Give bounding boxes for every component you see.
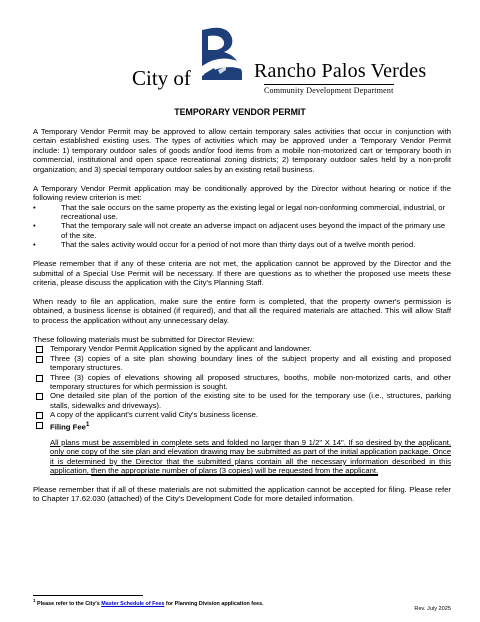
- checklist-item: One detailed site plan of the portion of the existing site to be used for the temporary use (i.e., structures, parking stalls, sidewalks and driveways).: [33, 391, 451, 410]
- city-name-text: Rancho Palos Verdes: [254, 60, 427, 82]
- department-name: Community Development Department: [264, 86, 394, 95]
- plans-note: All plans must be assembled in complete sets and folded no larger than 9 1/2" X 14". If so desired by the applicant, only one copy of the site plan and elevation drawing may be submitted as part of the initial application package. Once it is determined by the Director that the submitted plans contain all the necessary information described in this application, then the appropriate number of plans (3 copies) will be requested from the applicant.: [50, 437, 451, 476]
- criteria-item: • That the sale occurs on the same property as the existing legal or legal non-conforming commercial, industrial, or recreational use.: [33, 202, 446, 222]
- criteria-intro: A Temporary Vendor Permit application may be conditionally approved by the Director without hearing or notice if the following review criterion is met:: [33, 183, 451, 203]
- master-fee-schedule-link[interactable]: Master Schedule of Fees: [101, 600, 165, 607]
- criteria-list: [33, 203, 451, 250]
- footnote-divider: [33, 595, 143, 596]
- materials-checklist: [33, 344, 451, 432]
- checklist-item: Three (3) copies of elevations showing all proposed structures, booths, mobile non-motorized carts, and other temporary structures for which permission is sought.: [33, 373, 451, 392]
- footnote: $^1$ Please refer to the City's Master Schedule of Fees for Planning Division application fees.: [33, 598, 264, 607]
- checklist-item: Temporary Vendor Permit Application signed by the applicant and landowner.: [33, 344, 451, 353]
- checklist-item: Three (3) copies of a site plan showing boundary lines of the subject property and all existing and proposed temporary structures.: [33, 354, 451, 373]
- intro-paragraph: A Temporary Vendor Permit may be approved to allow certain temporary sales activities that occur in conjunction with certain established existing uses. The types of activities which may be approved under a Temporary Vendor Permit include: 1) temporary outdoor sales of goods and/or food items from a mobile non-motorized cart or temporary booth in commercial, institutional and open space recreational zoning districts; 2) temporary outdoor sales held by a non-profit organization; and 3) special temporary outdoor sales by an existing retail business.: [33, 127, 451, 174]
- materials-intro: These following materials must be submitted for Director Review:: [33, 334, 255, 344]
- checkbox-icon: [36, 346, 43, 353]
- checkbox-icon: [36, 393, 43, 400]
- checkbox-icon: [36, 375, 43, 382]
- checklist-item: A copy of the applicant's current valid City's business license.: [33, 410, 451, 419]
- city-logo-header: [126, 24, 446, 110]
- page-title: TEMPORARY VENDOR PERMIT: [174, 107, 306, 117]
- criteria-item: • That the temporary sale will not create an adverse impact on adjacent uses beyond the impact of the primary use of the site.: [33, 221, 446, 240]
- checklist-item-filing-fee: Filing Fee$^1$: [33, 420, 451, 432]
- checkbox-icon: [36, 422, 43, 429]
- checkbox-icon: [36, 356, 43, 363]
- city-of-text: City of: [132, 66, 191, 90]
- checkbox-icon: [36, 412, 43, 419]
- closing-paragraph: Please remember that if all of these materials are not submitted the application cannot be accepted for filing. Please refer to Chapter 17.62.030 (attached) of the City's Development Code for more detailed information.: [33, 485, 451, 504]
- criteria-note-paragraph: Please remember that if any of these criteria are not met, the application cannot be approved by the Director and the submittal of a Special Use Permit will be necessary. If there are questions as to whether the proposed use meets these criteria, please discuss the application with the City's Planning Staff.: [33, 259, 451, 288]
- criteria-item: • That the sales activity would occur for a period of not more than thirty days out of a twelve month period.: [33, 240, 416, 250]
- revision-date: Rev. July 2025: [414, 606, 451, 612]
- filing-paragraph: When ready to file an application, make sure the entire form is completed, that the property owner's permission is obtained, a business license is obtained (if required), and that all the required materials are attached. This will allow Staff to process the application without any unnecessary delay.: [33, 296, 451, 325]
- document-body: [33, 127, 451, 513]
- city-emblem-icon: [194, 24, 252, 84]
